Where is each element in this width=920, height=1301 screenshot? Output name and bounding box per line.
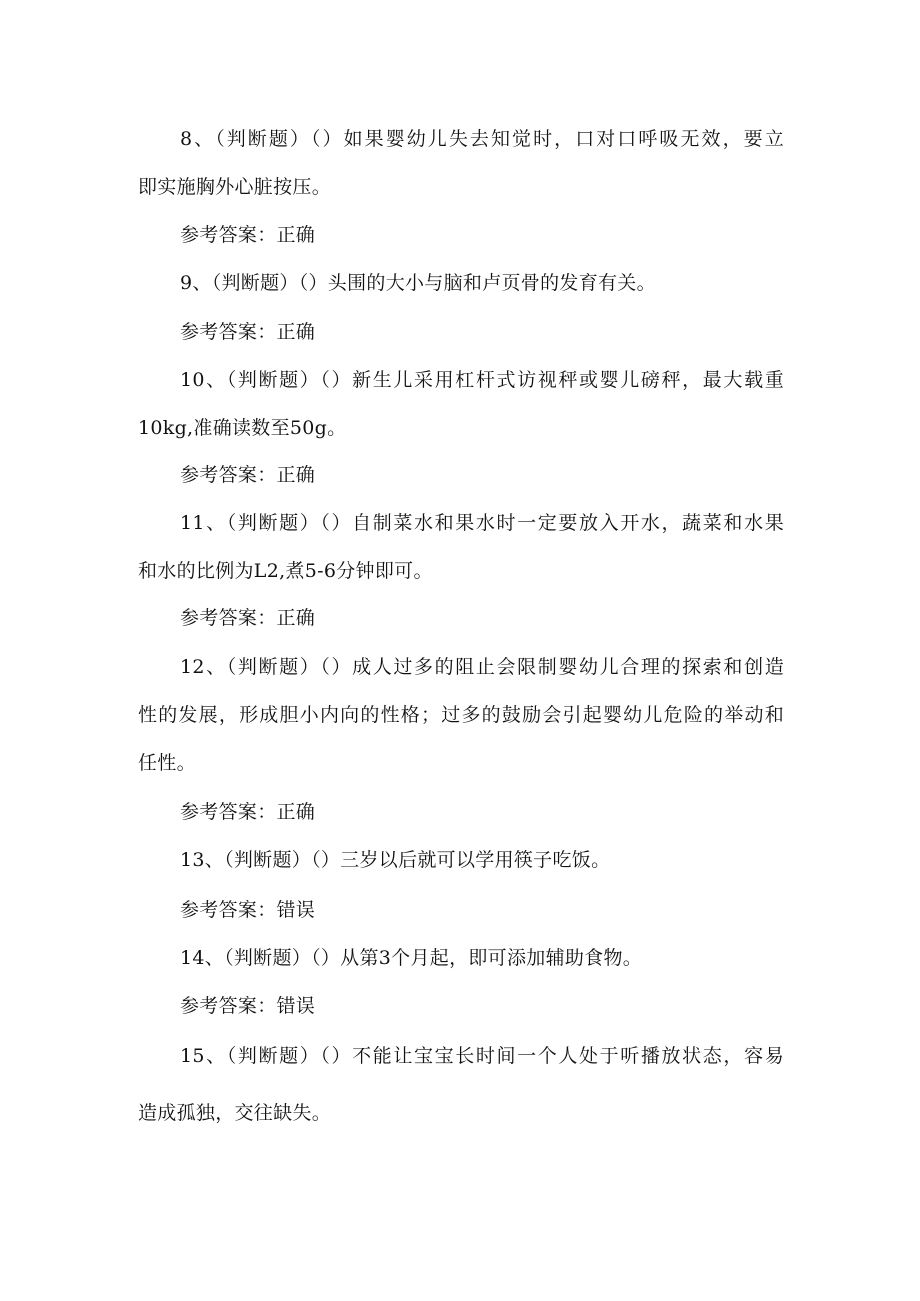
answer-11: 参考答案：正确 xyxy=(180,607,316,629)
question-9-line-1: 9、（判断题）（）头围的大小与脑和卢页骨的发育有关。 xyxy=(180,272,656,294)
answer-14: 参考答案：错误 xyxy=(180,995,316,1017)
question-11-line-2: 和水的比例为L2,煮5-6分钟即可。 xyxy=(138,560,433,582)
question-14-line-1: 14、（判断题）（）从第3个月起，即可添加辅助食物。 xyxy=(180,947,643,969)
question-15-line-2: 造成孤独，交往缺失。 xyxy=(138,1102,332,1124)
question-12-line-2: 性的发展，形成胆小内向的性格；过多的鼓励会引起婴幼儿危险的举动和 xyxy=(138,704,784,726)
question-12-line-3: 任性。 xyxy=(138,752,196,774)
question-8-line-1: 8、（判断题）（）如果婴幼儿失去知觉时，口对口呼吸无效，要立 xyxy=(180,128,784,150)
question-10-line-2: 10kg,准确读数至50g。 xyxy=(138,417,347,439)
answer-10: 参考答案：正确 xyxy=(180,464,316,486)
answer-8: 参考答案：正确 xyxy=(180,224,316,246)
question-10-line-1: 10、（判断题）（）新生儿采用杠杆式访视秤或婴儿磅秤，最大载重 xyxy=(180,369,784,391)
question-13-line-1: 13、（判断题）（）三岁以后就可以学用筷子吃饭。 xyxy=(180,849,611,871)
answer-9: 参考答案：正确 xyxy=(180,321,316,343)
question-8-line-2: 即实施胸外心脏按压。 xyxy=(138,176,332,198)
question-11-line-1: 11、（判断题）（）自制菜水和果水时一定要放入开水，蔬菜和水果 xyxy=(180,512,784,534)
question-12-line-1: 12、（判断题）（）成人过多的阻止会限制婴幼儿合理的探索和创造 xyxy=(180,656,784,678)
answer-12: 参考答案：正确 xyxy=(180,801,316,823)
answer-13: 参考答案：错误 xyxy=(180,899,316,921)
question-15-line-1: 15、（判断题）（）不能让宝宝长时间一个人处于听播放状态，容易 xyxy=(180,1045,784,1067)
